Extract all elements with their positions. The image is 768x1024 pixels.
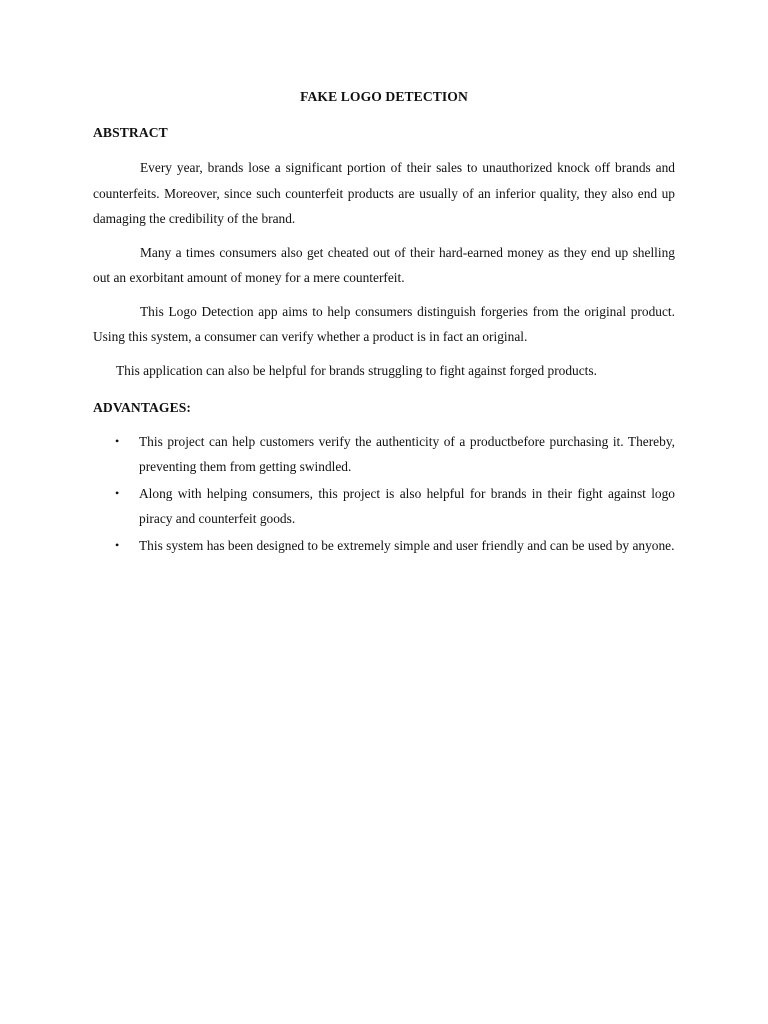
abstract-paragraph-1: Every year, brands lose a significant portion of their sales to unauthorized knock off brands and counterfeits. Moreover, since such counterfeit products are usually of an inferior quality, they also end up damaging the credibility of the brand. <box>93 160 675 226</box>
advantage-item <box>93 533 675 559</box>
bullet-icon: • <box>115 537 120 552</box>
advantage-text: Along with helping consumers, this project is also helpful for brands in their fight against logo piracy and counterfeit goods. <box>139 485 675 526</box>
abstract-paragraph-4: This application can also be helpful for brands struggling to fight against forged products. <box>116 362 597 378</box>
bullet-icon: • <box>115 433 120 448</box>
abstract-heading: ABSTRACT <box>93 124 168 140</box>
advantage-item <box>93 481 675 532</box>
abstract-paragraph-3: This Logo Detection app aims to help consumers distinguish forgeries from the original product. Using this system, a consumer can verify whether a product is in fact an original. <box>93 303 675 344</box>
document-title: FAKE LOGO DETECTION <box>300 89 468 104</box>
advantage-text: This project can help customers verify the authenticity of a productbefore purchasing it. Thereby, preventing them from getting swindled. <box>139 433 675 474</box>
advantages-heading: ADVANTAGES: <box>93 400 192 415</box>
advantage-text: This system has been designed to be extremely simple and user friendly and can be used by anyone. <box>139 537 675 553</box>
bullet-icon: • <box>115 485 120 500</box>
abstract-paragraph-2: Many a times consumers also get cheated out of their hard-earned money as they end up shelling out an exorbitant amount of money for a mere counterfeit. <box>93 244 675 285</box>
advantages-list <box>93 429 675 559</box>
document-body <box>93 84 675 559</box>
advantage-item <box>93 429 675 480</box>
